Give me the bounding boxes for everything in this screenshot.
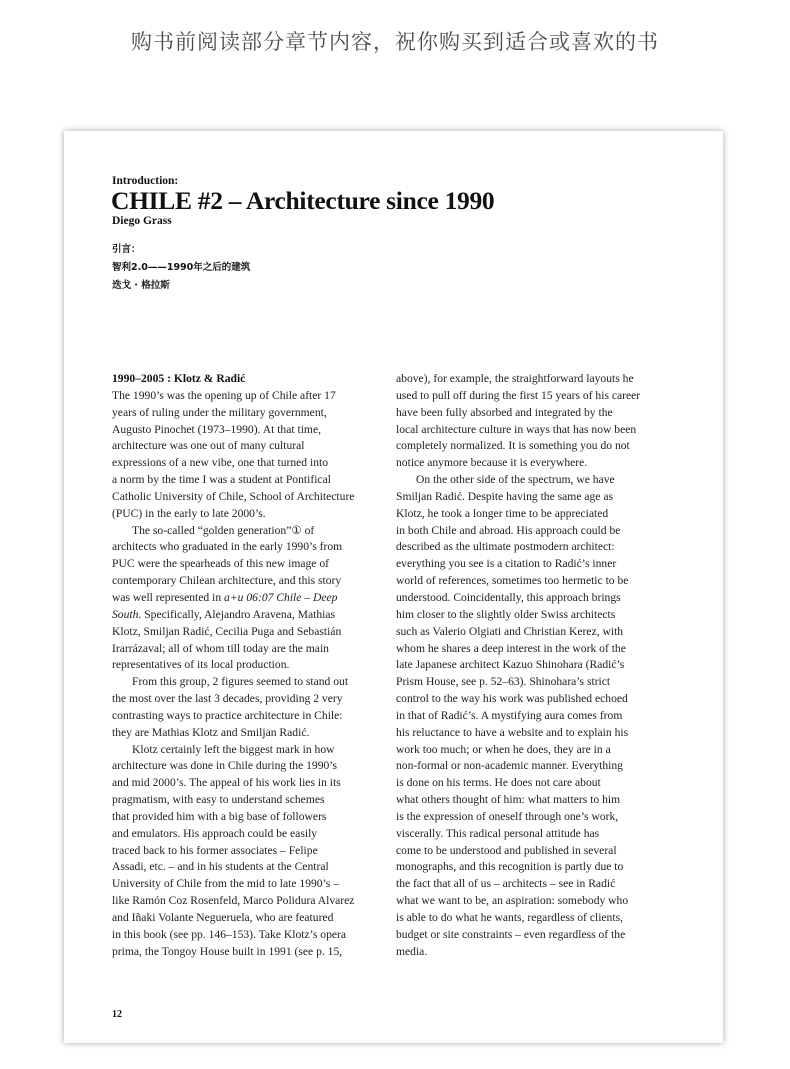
text-line: Augusto Pinochet (1973–1990). At that time, — [112, 422, 321, 436]
text-line: Klotz, Smiljan Radić, Cecilia Puga and Sebastián — [112, 624, 342, 638]
text-line: described as the ultimate postmodern architect: — [396, 540, 615, 554]
text-line: understood. Coincidentally, this approach brings — [396, 590, 621, 604]
text-line: world of references, sometimes too hermetic to be — [396, 574, 629, 588]
preview-notice-banner: 购书前阅读部分章节内容，祝你购买到适合或喜欢的书 — [131, 30, 659, 54]
text-line: architects who graduated in the early 1990’s from — [112, 540, 343, 554]
book-page — [64, 131, 723, 1043]
section-heading: 1990–2005 : Klotz & Radić — [112, 372, 246, 385]
text-line: is the expression of oneself through one’s work, — [396, 809, 619, 823]
section-label: Introduction: — [112, 175, 179, 187]
text-line — [112, 590, 354, 607]
text-line: On the other side of the spectrum, we have — [416, 473, 615, 487]
text-line: monographs, and this recognition is partly due to — [396, 860, 624, 874]
text-line: budget or site constraints – even regardless of the — [396, 927, 626, 941]
text-line: used to pull off during the first 15 years of his career — [396, 388, 641, 402]
text-line: completely normalized. It is something you do not — [396, 439, 630, 453]
text-line: traced back to his former associates – Felipe — [112, 843, 318, 857]
text-line: work too much; or when he does, they are in a — [396, 742, 611, 756]
page-number: 12 — [112, 1009, 122, 1020]
italic-title-text: a+u 06:07 Chile – Deep — [224, 590, 338, 604]
text-line: Assadi, etc. – and in his students at the Central — [112, 860, 329, 874]
author-name: Diego Grass — [112, 215, 172, 227]
text-line: is able to do what he wants, regardless of clients, — [396, 911, 623, 924]
cn-article-title: 智利2.0——1990年之后的建筑 — [112, 262, 251, 273]
text-line: him closer to the slightly older Swiss architects — [396, 607, 616, 621]
text-line: his reluctance to have a website and to explain his — [396, 725, 629, 739]
text-line: late Japanese architect Kazuo Shinohara (Radić’s — [396, 658, 625, 672]
text-column-left — [112, 371, 354, 961]
text-line: local architecture culture in ways that has now been — [396, 422, 637, 436]
text-line: architecture was one out of many cultural — [112, 439, 305, 453]
text-line: what others thought of him: what matters to him — [396, 793, 621, 807]
text-line: representatives of its local production. — [112, 658, 290, 672]
text-line: is done on his terms. He does not care about — [396, 776, 601, 790]
italic-title-text: South — [112, 607, 139, 621]
text-line: contrasting ways to practice architecture in Chile: — [112, 708, 343, 722]
text-line: University of Chile from the mid to late 1990’s – — [112, 877, 340, 891]
article-title: CHILE #2 – Architecture since 1990 — [111, 186, 495, 215]
text-line: in that of Radić’s. A mystifying aura comes from — [396, 708, 623, 722]
text-segment: . Specifically, Alejandro Aravena, Mathias — [138, 607, 336, 621]
text-line: have been fully absorbed and integrated by the — [396, 405, 613, 419]
text-line: PUC were the spearheads of this new image of — [112, 557, 329, 571]
text-segment: was well represented in — [112, 590, 225, 604]
text-line: architecture was done in Chile during the 1990’s — [112, 759, 338, 773]
text-line: and emulators. His approach could be easily — [112, 826, 318, 840]
text-line: that provided him with a big base of followers — [112, 809, 327, 823]
text-line: pragmatism, with easy to understand schemes — [112, 793, 325, 807]
text-line: viscerally. This radical personal attitude has — [396, 826, 600, 840]
text-line: The so-called “golden generation”① of — [132, 523, 315, 537]
text-line: they are Mathias Klotz and Smiljan Radić. — [112, 725, 310, 739]
text-column-right — [396, 371, 640, 961]
text-line: a norm by the time I was a student at Pontifical — [112, 473, 331, 487]
text-line: the most over the last 3 decades, providing 2 very — [112, 692, 343, 706]
text-line: everything you see is a citation to Radić’s inner — [396, 557, 617, 571]
text-line: Klotz certainly left the biggest mark in how — [132, 742, 335, 756]
text-line: in both Chile and abroad. His approach could be — [396, 523, 621, 537]
text-line: above), for example, the straightforward layouts he — [396, 372, 634, 385]
text-line: From this group, 2 figures seemed to stand out — [132, 675, 349, 689]
text-line: Klotz, he took a longer time to be appreciated — [396, 506, 609, 520]
text-line: and mid 2000’s. The appeal of his work lies in its — [112, 776, 341, 790]
text-line: Prism House, see p. 52–63). Shinohara’s strict — [396, 675, 611, 689]
text-line: and Iñaki Volante Negueruela, who are featured — [112, 911, 334, 924]
text-line: Smiljan Radić. Despite having the same age as — [396, 489, 614, 503]
text-line: come to be understood and published in several — [396, 843, 617, 857]
text-line — [112, 607, 354, 624]
text-line: whom he shares a deep interest in the work of the — [396, 641, 626, 655]
text-line: non-formal or non-academic manner. Everything — [396, 759, 623, 773]
text-line: expressions of a new vibe, one that turned into — [112, 456, 329, 470]
text-line: prima, the Tongoy House built in 1991 (see p. 15, — [112, 944, 343, 958]
text-line: what we want to be, an aspiration: somebody who — [396, 894, 629, 908]
text-line: the fact that all of us – architects – see in Radić — [396, 877, 616, 891]
text-line: years of ruling under the military government, — [112, 405, 327, 419]
text-line: The 1990’s was the opening up of Chile after 17 — [112, 388, 336, 402]
text-line: in this book (see pp. 146–153). Take Klotz’s opera — [112, 927, 347, 941]
cn-section-label: 引言： — [112, 244, 141, 255]
text-line: contemporary Chilean architecture, and this story — [112, 574, 342, 588]
text-line: notice anymore because it is everywhere. — [396, 456, 588, 470]
text-line: control to the way his work was published echoed — [396, 692, 628, 706]
text-line: Irarrázaval; all of whom till today are the main — [112, 641, 329, 655]
text-line: Catholic University of Chile, School of Architecture — [112, 489, 355, 503]
text-line: (PUC) in the early to late 2000’s. — [112, 506, 266, 520]
text-line: like Ramón Coz Rosenfeld, Marco Polidura Alvarez — [112, 894, 355, 908]
cn-author-name: 迭戈 · 格拉斯 — [112, 280, 170, 291]
text-line: such as Valerio Olgiati and Christian Kerez, with — [396, 624, 624, 638]
text-line: media. — [396, 944, 428, 958]
